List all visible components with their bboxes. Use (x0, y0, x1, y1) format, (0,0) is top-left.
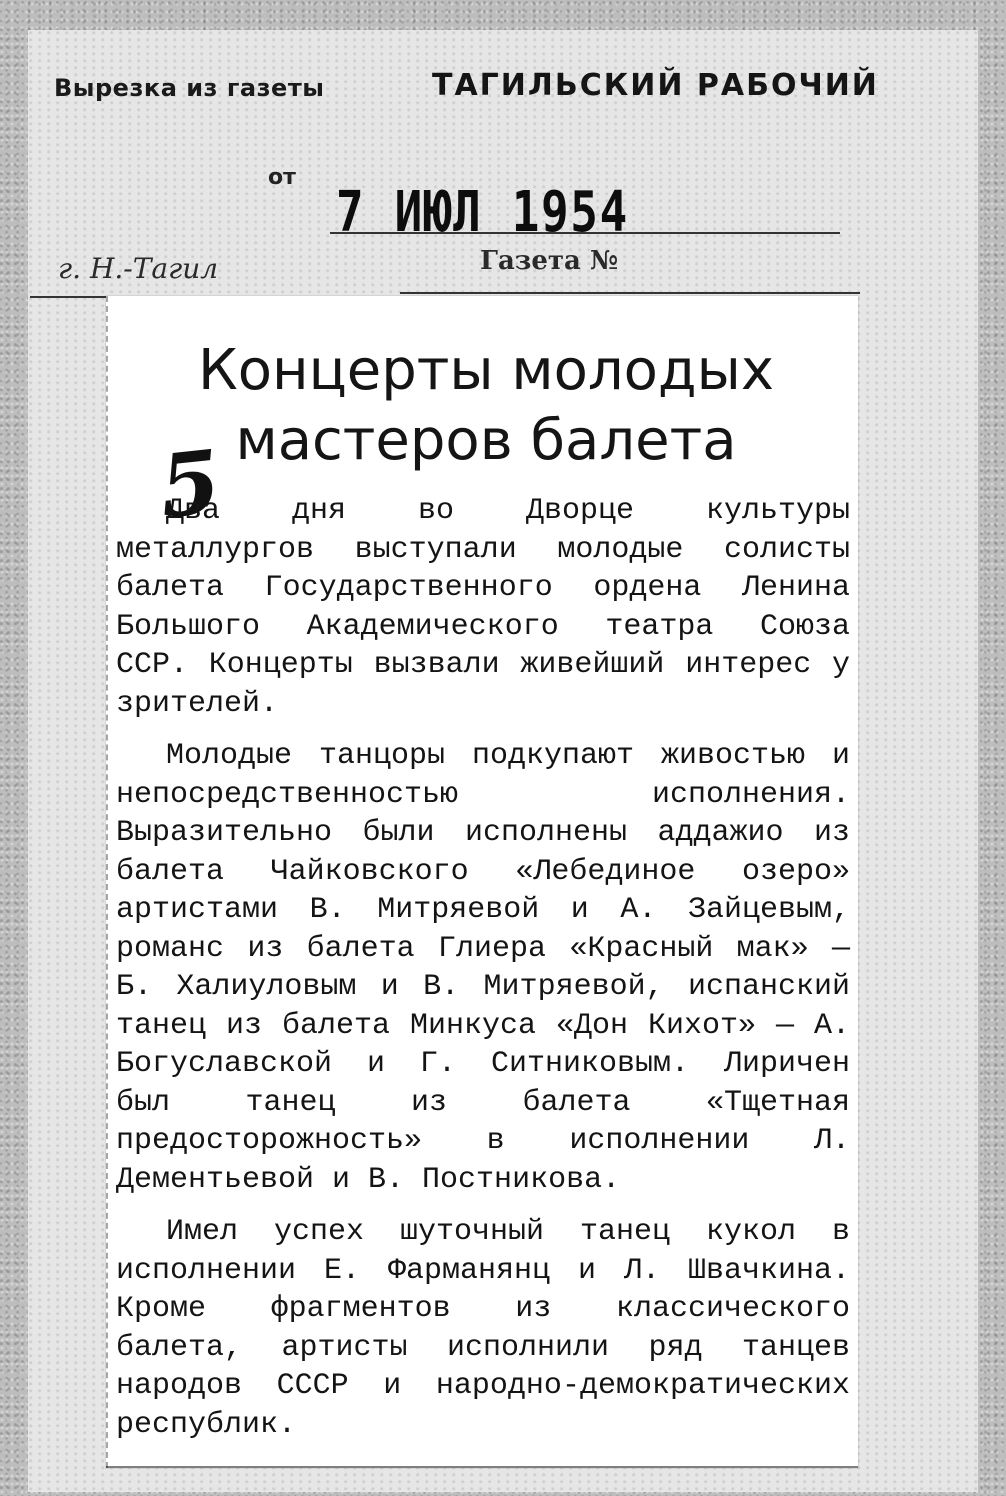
header-divider-left (30, 296, 110, 298)
article-paragraph-2: Молодые танцоры подкупают живостью и непосредственностью исполнения. Выразительно были исполнены аддажио из балета Чайковского «Лебединое озеро» артистами В. Митряевой и А. Зайцевым, романс из балета Глиера «Красный мак» —Б. Халиуловым и В. Митряевой, испанский танец из балета Минкуса «Дон Кихот» — А. Богуславской и Г. Ситниковым. Лиричен был танец из балета «Тщетная предосторожность» в исполнении Л. Дементьевой и В. Постникова. (116, 739, 850, 1197)
form-header (54, 68, 894, 108)
article-paragraph-3: Имел успех шуточный танец кукол в исполнении Е. Фарманянц и Л. Швачкина. Кроме фрагментов из классического балета, артисты исполнили ряд танцев народов СССР и народно-демократических республик. (116, 1215, 850, 1442)
from-label: от (268, 165, 296, 190)
clipping-bottom-edge (106, 1466, 858, 1468)
newspaper-clipping (106, 296, 858, 1468)
headline-line-2: мастеров балета (235, 408, 737, 473)
article-paragraph-1: Два дня во Дворце культуры металлургов выступали молодые солисты балета Государственного ордена Ленина Большого Академического театра Союза ССР. Концерты вызвали живейший интерес у зрителей. (116, 494, 850, 721)
date-underline (330, 232, 840, 234)
header-divider-right (400, 292, 860, 294)
clipping-left-edge (106, 296, 108, 1468)
gazette-number-label: Газета № (480, 246, 619, 276)
article-headline (146, 336, 826, 476)
headline-line-1: Концерты молодых (197, 338, 775, 403)
newspaper-name: ТАГИЛЬСКИЙ РАБОЧИЙ (432, 68, 879, 103)
handwritten-number-mark: 5 (154, 431, 225, 538)
article-body (116, 492, 850, 1444)
clip-label: Вырезка из газеты (54, 74, 325, 102)
city-label: г. Н.-Тагил (58, 252, 219, 285)
date-stamp: 7 ИЮЛ 1954 (336, 180, 629, 245)
